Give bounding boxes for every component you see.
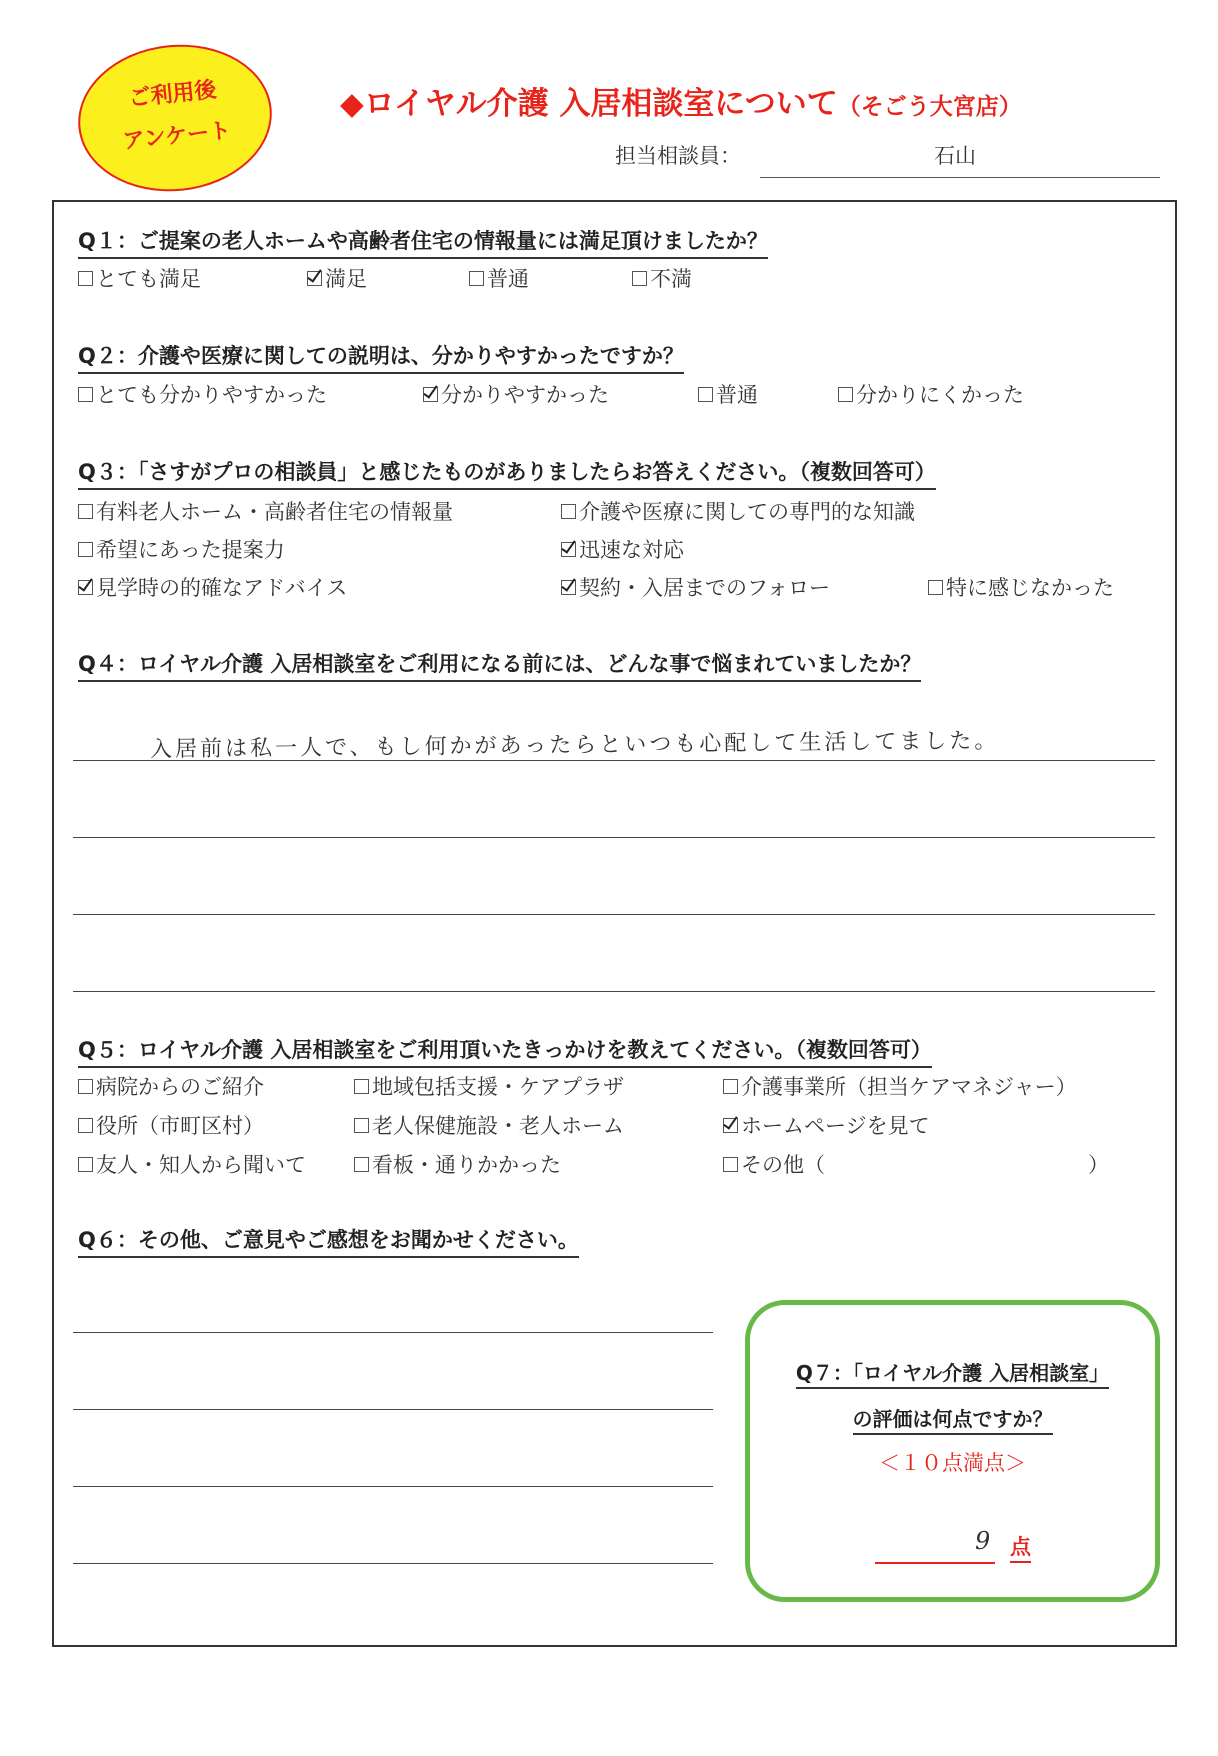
q1-question: Q１：ご提案の老人ホームや高齢者住宅の情報量には満足頂けましたか？ (78, 225, 768, 259)
q3-option-7[interactable] (928, 572, 1114, 602)
q3-option-1[interactable] (78, 496, 453, 526)
q1-option-label: 満足 (325, 267, 367, 291)
q5-option-label: 病院からのご紹介 (96, 1075, 264, 1099)
checkbox-icon[interactable] (78, 504, 93, 519)
checkbox-icon[interactable] (838, 387, 853, 402)
badge-line-2: アンケート (121, 118, 233, 155)
q4-handwritten-answer: 入居前は私一人で、もし何かがあったらといつも心配して生活してました。 (149, 728, 1000, 763)
q5-option-label: 地域包括支援・ケアプラザ (372, 1075, 624, 1099)
checkbox-icon[interactable] (698, 387, 713, 402)
checkbox-checked-icon[interactable] (561, 580, 576, 595)
survey-badge (71, 35, 279, 200)
q5-other-close-paren: ） (1088, 1153, 1109, 1177)
checkbox-icon[interactable] (561, 504, 576, 519)
checkbox-icon[interactable] (354, 1118, 369, 1133)
q5-option-label: 看板・通りかかった (372, 1153, 561, 1177)
checkbox-checked-icon[interactable] (723, 1118, 738, 1133)
counselor-underline (760, 177, 1160, 178)
q3-question: Q３：「さすがプロの相談員」と感じたものがありましたらお答えください。（複数回答可） (78, 456, 936, 490)
q3-option-label: 介護や医療に関しての専門的な知識 (579, 500, 915, 524)
q6-answer-line[interactable] (73, 1563, 713, 1564)
q5-option-label: 老人保健施設・老人ホーム (372, 1114, 624, 1138)
q5-option-1[interactable] (78, 1071, 264, 1101)
badge-line-1: ご利用後 (127, 77, 218, 112)
q3-option-6[interactable] (561, 572, 830, 602)
q5-option-8[interactable] (354, 1149, 561, 1179)
checkbox-icon[interactable] (78, 1118, 93, 1133)
q5-option-4[interactable] (78, 1110, 264, 1140)
q5-option-5[interactable] (354, 1110, 624, 1140)
q1-option-label: 普通 (487, 267, 529, 291)
q5-option-9[interactable] (723, 1149, 825, 1179)
q3-option-label: 見学時の的確なアドバイス (96, 576, 348, 600)
checkbox-icon[interactable] (78, 542, 93, 557)
q5-option-2[interactable] (354, 1071, 624, 1101)
q5-option-label: 役所（市町区村） (96, 1114, 264, 1138)
q3-option-label: 契約・入居までのフォロー (579, 576, 830, 600)
checkbox-icon[interactable] (723, 1157, 738, 1172)
q5-option-label: ホームページを見て (741, 1114, 930, 1138)
q3-option-5[interactable] (78, 572, 347, 602)
page-title-store: （そごう大宮店） (837, 94, 1022, 120)
q1-option-label: とても満足 (96, 267, 201, 291)
q5-option-label: 介護事業所（担当ケアマネジャー） (741, 1075, 1077, 1099)
checkbox-icon[interactable] (632, 271, 647, 286)
q7-question-line-2 (750, 1403, 1155, 1432)
q1-option-label: 不満 (650, 267, 692, 291)
q4-question: Q４：ロイヤル介護 入居相談室をご利用になる前には、どんな事で悩まれていましたか？ (78, 648, 921, 682)
checkbox-icon[interactable] (928, 580, 943, 595)
checkbox-icon[interactable] (78, 1157, 93, 1172)
checkbox-checked-icon[interactable] (561, 542, 576, 557)
q7-question-line-1 (750, 1357, 1155, 1386)
checkbox-icon[interactable] (354, 1157, 369, 1172)
q2-option-label: 普通 (716, 383, 758, 407)
q2-option-label: 分かりやすかった (441, 383, 609, 407)
q7-question-line-2-text: の評価は何点ですか？ (853, 1407, 1053, 1435)
q1-option-1[interactable] (78, 263, 201, 293)
q3-option-label: 迅速な対応 (579, 538, 684, 562)
q7-question-line-1-text: Q７：「ロイヤル介護 入居相談室」 (796, 1361, 1109, 1389)
q5-option-label: その他（ (741, 1153, 825, 1177)
checkbox-icon[interactable] (78, 387, 93, 402)
q6-answer-line[interactable] (73, 1486, 713, 1487)
q2-question: Q２：介護や医療に関しての説明は、分かりやすかったですか？ (78, 340, 684, 374)
checkbox-checked-icon[interactable] (307, 271, 322, 286)
checkbox-icon[interactable] (78, 271, 93, 286)
q3-option-3[interactable] (78, 534, 285, 564)
q7-score-field[interactable] (875, 1562, 995, 1564)
q3-option-label: 希望にあった提案力 (96, 538, 285, 562)
q5-question: Q５：ロイヤル介護 入居相談室をご利用頂いたきっかけを教えてください。（複数回答可） (78, 1034, 932, 1068)
q3-option-label: 特に感じなかった (946, 576, 1114, 600)
q1-option-2[interactable] (307, 263, 367, 293)
q1-option-3[interactable] (469, 263, 529, 293)
checkbox-icon[interactable] (78, 1079, 93, 1094)
counselor-label: 担当相談員： (615, 144, 741, 168)
q4-answer-line[interactable] (73, 837, 1155, 838)
q5-option-3[interactable] (723, 1071, 1077, 1101)
q5-option-7[interactable] (78, 1149, 306, 1179)
checkbox-icon[interactable] (723, 1079, 738, 1094)
q4-answer-line[interactable] (73, 991, 1155, 992)
q7-max-score: ＜１０点満点＞ (879, 1451, 1026, 1475)
q4-answer-line[interactable] (73, 760, 1155, 761)
q5-option-label: 友人・知人から聞いて (96, 1153, 306, 1177)
page-title-main: ◆ロイヤル介護 入居相談室について (340, 86, 838, 122)
checkbox-icon[interactable] (354, 1079, 369, 1094)
q2-option-1[interactable] (78, 379, 327, 409)
q4-answer-line[interactable] (73, 914, 1155, 915)
q3-option-4[interactable] (561, 534, 684, 564)
q2-option-4[interactable] (838, 379, 1024, 409)
q7-rating-box (745, 1300, 1160, 1602)
q5-option-6[interactable] (723, 1110, 930, 1140)
q2-option-label: とても分かりやすかった (96, 383, 327, 407)
counselor-name: 石山 (934, 144, 976, 168)
q2-option-label: 分かりにくかった (856, 383, 1024, 407)
q6-answer-line[interactable] (73, 1409, 713, 1410)
q2-option-3[interactable] (698, 379, 758, 409)
checkbox-checked-icon[interactable] (423, 387, 438, 402)
q6-question: Q６：その他、ご意見やご感想をお聞かせください。 (78, 1224, 579, 1258)
q2-option-2[interactable] (423, 379, 609, 409)
checkbox-checked-icon[interactable] (78, 580, 93, 595)
q7-score-unit: 点 (1010, 1531, 1031, 1563)
q3-option-label: 有料老人ホーム・高齢者住宅の情報量 (96, 500, 453, 524)
checkbox-icon[interactable] (469, 271, 484, 286)
q1-option-4[interactable] (632, 263, 692, 293)
q7-score-value: 9 (975, 1527, 991, 1555)
q6-answer-line[interactable] (73, 1332, 713, 1333)
page-title (340, 78, 1022, 123)
q3-option-2[interactable] (561, 496, 915, 526)
